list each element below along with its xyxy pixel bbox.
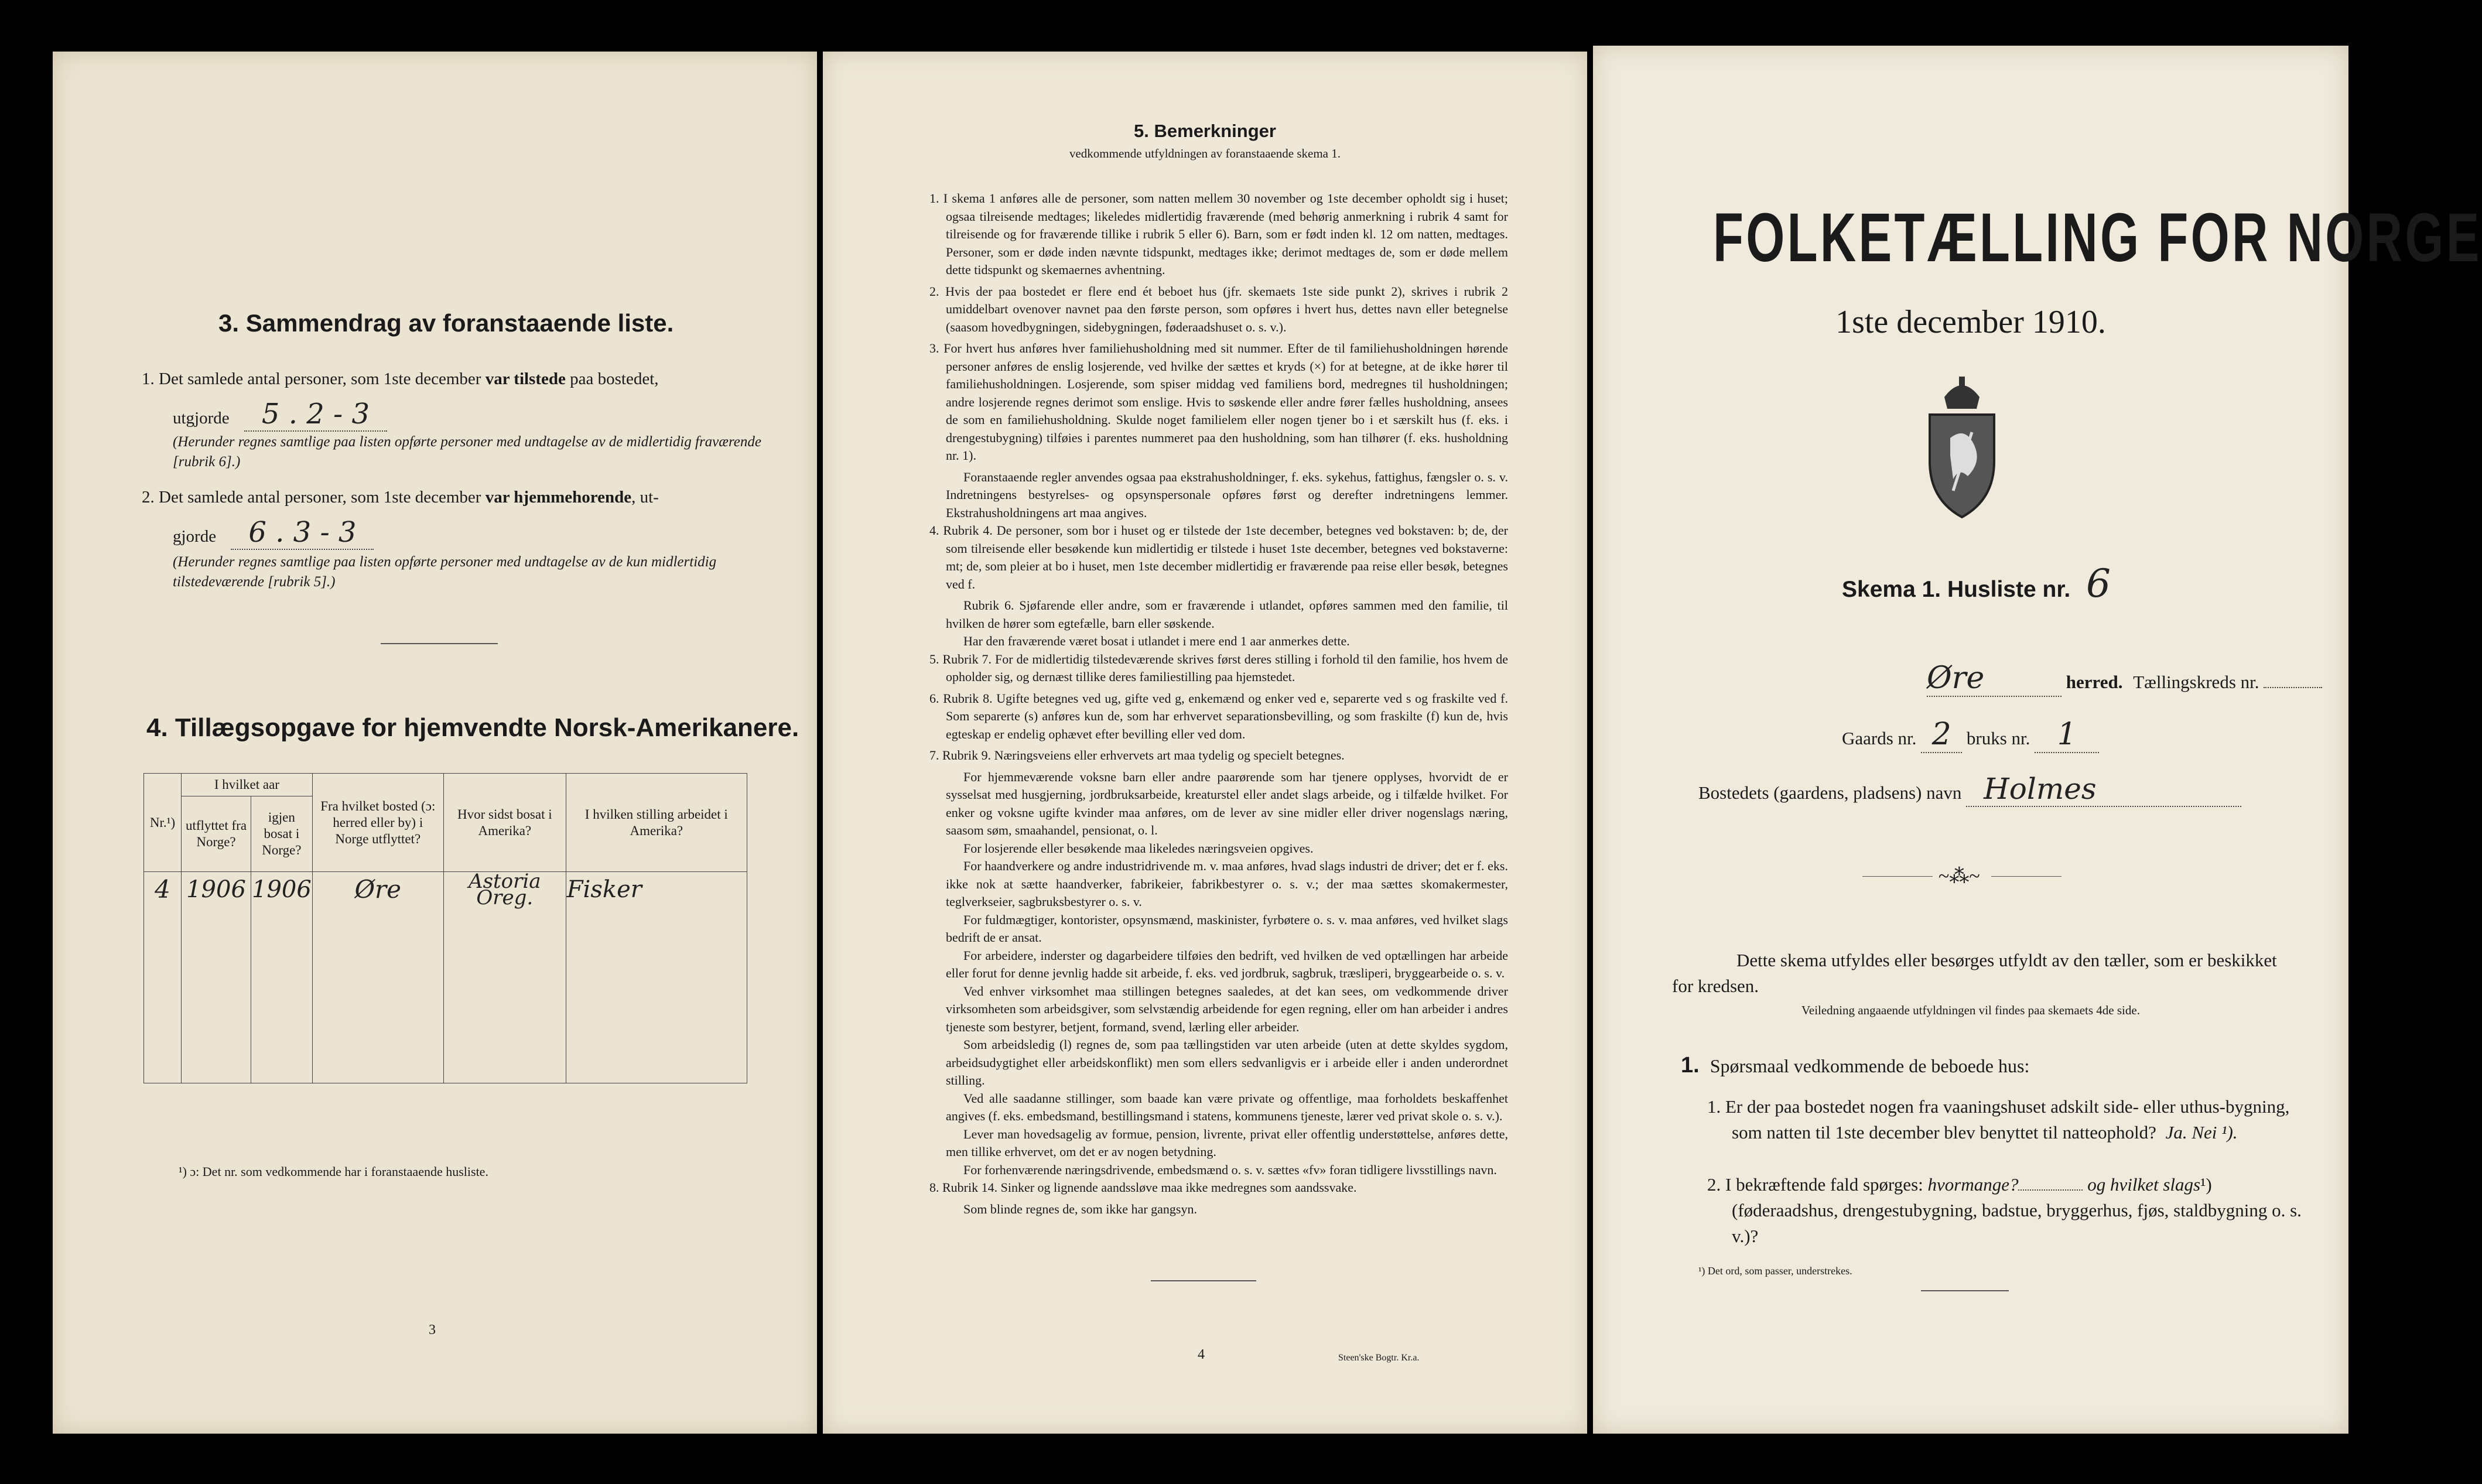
skema-line: Skema 1. Husliste nr. 6 — [1842, 561, 2111, 606]
utgjorde-line-2: gjorde 6 . 3 - 3 — [173, 520, 374, 549]
main-title: FOLKETÆLLING FOR NORGE — [1713, 199, 2482, 276]
cell-utflyttet: 1906 — [182, 872, 251, 908]
gaards-line: Gaards nr. 2 bruks nr. 1 — [1842, 717, 2099, 753]
page-4-remarks — [823, 52, 1587, 1434]
page-number: 4 — [1198, 1347, 1205, 1362]
norsk-amerikanere-table-wrap — [143, 773, 747, 1083]
coat-of-arms-icon — [1918, 374, 2006, 520]
utgjorde-line-1: utgjorde 5 . 2 - 3 — [173, 402, 387, 430]
cell-fra: Øre — [312, 872, 443, 908]
remarks-body: 1. I skema 1 anføres alle de personer, som natten mellem 30 november og 1ste december opholdt sig i huset; ogsaa tilreisende medtages; likeledes midlertidig fraværende (med behørig anmerkning i rubrik 4 samt for tilreisende og for fraværende tillike i rubrik 5 eller 6). Barn, som er født inden kl. 12 om natten, medtages. Personer, som er døde inden nævnte tidspunkt, medtages ikke; derimot medtages de, som er døde mellem dette tidspunkt og skemaernes avhentning. 2. Hvis der paa bostedet er flere end ét beboet hus (jfr. skemaets 1ste side punkt 2), skrives i rubrik 2 umiddelbart ovenover navnet paa den første person, som opføres i hvert hus, dettes navn eller betegnelse (saasom hovedbygningen, sidebygningen, føderaadshuset o. s. v.). 3. For hvert hus anføres hver familiehusholdning med sit nummer. Efter de til familiehusholdningen hørende personer anføres de enslig losjerende, ved hvilke der sættes et kryds (×) for at betegne, at de ikke hører til familiehusholdningen. Losjerende, som spiser middag ved familiens bord, medregnes til husholdningen; andre losjerende regnes derimot som enslige. Hvis to søskende eller andre fører fælles husholdning, ansees de som en familiehusholdning. Skulde noget familielem eller nogen tjener bo i et særskilt hus (f. eks. i drengestubygning) tilføies i parentes nummeret paa den husholdning, som han tilhører (f. eks. husholdning nr. 1). Foranstaaende regler anvendes ogsaa paa ekstrahusholdninger, f. eks. sykehus, fattighus, fængsler o. s. v. Indretningens bestyrelses- og opsynspersonale opføres først og derefter indretningens lemmer. Ekstrahusholdningens art maa angives. 4. Rubrik 4. De personer, som bor i huset og er tilstede der 1ste december, betegnes ved bokstaven: b; de, der som tilreisende eller besøkende kun midlertidig er tilstede i huset 1ste december, betegnes ved bokstaverne: mt; de, som pleier at bo i huset, men 1ste december midlertidig er fraværende paa reise eller besøk, betegnes ved f. Rubrik 6. Sjøfarende eller andre, som er fraværende i utlandet, opføres sammen med den familie, til hvilken de hører som egtefælle, barn eller søskende. Har den fraværende været bosat i utlandet i mere end 1 aar anmerkes dette. 5. Rubrik 7. For de midlertidig tilstedeværende skrives først deres stilling i forhold til den familie, hos hvem de opholder sig, og dernæst tillike deres familiestilling paa hjemstedet. 6. Rubrik 8. Ugifte betegnes ved ug, gifte ved g, enkemænd og enker ved e, separerte ved s og fraskilte ved f. Som separerte (s) anføres kun de, som har erhvervet separationsbevilling, og som fraskilte (f) kun de, hvis egteskap er endelig ophævet efter bevilling eller ved dom. 7. Rubrik 9. Næringsveiens eller erhvervets art maa tydelig og specielt betegnes. For hjemmeværende voksne barn eller andre paarørende som har tjenere opplyses, hvorvidt de er sysselsat med husgjerning, jordbruksarbeide, kreaturstel eller andet slags arbeide, og i tilfælde hvilket. For enker og voksne ugifte kvinder maa anføres, om de lever av sine midler eller driver nogenslags næring, saasom søm, smaahandel, pensionat, o. l. For losjerende eller besøkende maa likeledes næringsveien opgives. For haandverkere og andre industridrivende m. v. maa anføres, hvad slags industri de driver; det er f. eks. ikke nok at sætte haandverker, fabrikeier, fabrikbestyrer o. s. v.; der maa sættes skomakermester, teglverkseier, sagbruksbestyrer o. s. v. For fuldmægtiger, kontorister, opsynsmænd, maskinister, fyrbøtere o. s. v. maa anføres, ved hvilket slags bedrift de er ansat. For arbeidere, inderster og dagarbeidere tilføies den bedrift, ved hvilken de ved optællingen har arbeide eller forut for denne jevnlig hadde sit arbeide, f. eks. ved jordbruk, sagbruk, træsliperi, bryggearbeide o. s. v. Ved enhver virksomhet maa stillingen betegnes saaledes, at det kan sees, om vedkommende driver virksomheten som arbeidsgiver, som selvstændig arbeidende for egen regning, eller om han arbeider i andres tjeneste som bestyrer, betjent, formand, svend, lærling eller arbeider. Som arbeidsledig (l) regnes de, som paa tællingstiden var uten arbeide (uten at dette skyldes sygdom, arbeidsudygtighet eller arbeidskonflikt) men som ellers sedvanligvis er i arbeide eller i anden underordnet stilling. Ved alle saadanne stillinger, som baade kan være private og offentlige, maa forholdets beskaffenhet angives (f. eks. embedsmand, bestillingsmand i statens, kommunens tjeneste, lærer ved privat skole o. s. v.). Lever man hovedsagelig av formue, pension, livrente, privat eller offentlig understøttelse, anføres dette, men tillike erhvervet, om det er av nogen betydning. For forhenværende næringsdrivende, embedsmænd o. s. v. sættes «fv» foran tidligere livsstillings navn. 8. Rubrik 14. Sinker og lignende aandssløve maa ikke medregnes som aandssvake. Som blinde regnes de, som ikke har gangsyn. — [929, 191, 1508, 1216]
col-aar: I hvilket aar — [182, 774, 313, 796]
herred-line: Øre herred. Tællingskreds nr. — [1927, 661, 2322, 697]
section-3-title: 3. Sammendrag av foranstaaende liste. — [218, 309, 674, 337]
table-footnote: ¹) ɔ: Det nr. som vedkommende har i foranstaaende husliste. — [179, 1164, 488, 1179]
page-number: 3 — [429, 1322, 436, 1338]
cell-stilling: Fisker — [566, 872, 747, 908]
remarks-title: 5. Bemerkninger — [1134, 121, 1276, 141]
summary-item-1: 1. Det samlede antal personer, som 1ste december var tilstede paa bostedet, — [142, 370, 659, 388]
cell-hvor: Astoria Oreg. — [443, 872, 566, 908]
divider — [381, 643, 498, 644]
questions-heading: 1. Spørsmaal vedkommende de beboede hus: — [1681, 1053, 2030, 1078]
herred-handwritten: Øre — [1927, 661, 2062, 697]
col-utflyttet: utflyttet fra Norge? — [182, 796, 251, 872]
cell-igjen: 1906 — [251, 872, 313, 908]
col-igjen: igjen bosat i Norge? — [251, 796, 313, 872]
question-2: 2. I bekræftende fald spørges: hvormange? og hvilket slags¹) (føderaadshus, drengestubygning, badstue, bryggerhus, fjøs, staldbygning o. s. v.)? — [1707, 1174, 2302, 1246]
section-4-title: 4. Tillægsopgave for hjemvendte Norsk-Amerikanere. — [146, 713, 799, 742]
col-hvor: Hvor sidst bosat i Amerika? — [443, 774, 566, 872]
bosted-handwritten: Holmes — [1966, 772, 2241, 807]
intro-small: Veiledning angaaende utfyldningen vil findes paa skemaets 4de side. — [1801, 1003, 2140, 1017]
norsk-amerikanere-table — [143, 773, 747, 1083]
table-row — [144, 872, 747, 908]
summary-note-2: (Herunder regnes samtlige paa listen opførte personer med undtagelse av de kun midlertidig tilstedeværende [rubrik 5].) — [173, 554, 717, 590]
gaards-nr-handwritten: 2 — [1921, 717, 1962, 753]
col-stilling: I hvilken stilling arbeidet i Amerika? — [566, 774, 747, 872]
col-fra: Fra hvilket bosted (ɔ: herred eller by) i Norge utflyttet? — [312, 774, 443, 872]
col-nr: Nr.¹) — [144, 774, 182, 872]
cell-nr: 4 — [144, 872, 182, 908]
printer-mark: Steen'ske Bogtr. Kr.a. — [1338, 1353, 1420, 1363]
divider — [1921, 1290, 2009, 1291]
page3-footnote: ¹) Det ord, som passer, understrekes. — [1698, 1265, 1852, 1277]
divider — [1151, 1280, 1256, 1281]
ornament-icon: ~⁂~ — [1939, 866, 1980, 887]
question-1: 1. Er der paa bostedet nogen fra vaaningshuset adskilt side- eller uthus-bygning, som natten til 1ste december blev benyttet til natteophold? Ja. Nei ¹). — [1707, 1096, 2290, 1143]
husliste-nr-handwritten: 6 — [2086, 561, 2111, 606]
answer-options: Ja. Nei ¹). — [2165, 1122, 2238, 1143]
intro-text: Dette skema utfyldes eller besørges utfyldt av den tæller, som er beskikket for kredsen. — [1672, 950, 2277, 996]
summary-item-2: 2. Det samlede antal personer, som 1ste december var hjemmehorende, ut- — [142, 488, 659, 507]
page-3-summary — [53, 52, 817, 1434]
page-1-cover — [1593, 46, 2482, 1434]
bruks-nr-handwritten: 1 — [2035, 717, 2099, 753]
resident-count-handwritten: 6 . 3 - 3 — [231, 516, 374, 550]
summary-note-1: (Herunder regnes samtlige paa listen opførte personer med undtagelse av de midlertidig fraværende [rubrik 6].) — [173, 434, 761, 470]
remarks-subtitle: vedkommende utfyldningen av foranstaaende skema 1. — [1069, 146, 1341, 160]
bosted-line: Bostedets (gaardens, pladsens) navn Holmes — [1698, 772, 2241, 807]
census-date: 1ste december 1910. — [1835, 304, 2106, 340]
present-count-handwritten: 5 . 2 - 3 — [244, 398, 387, 432]
